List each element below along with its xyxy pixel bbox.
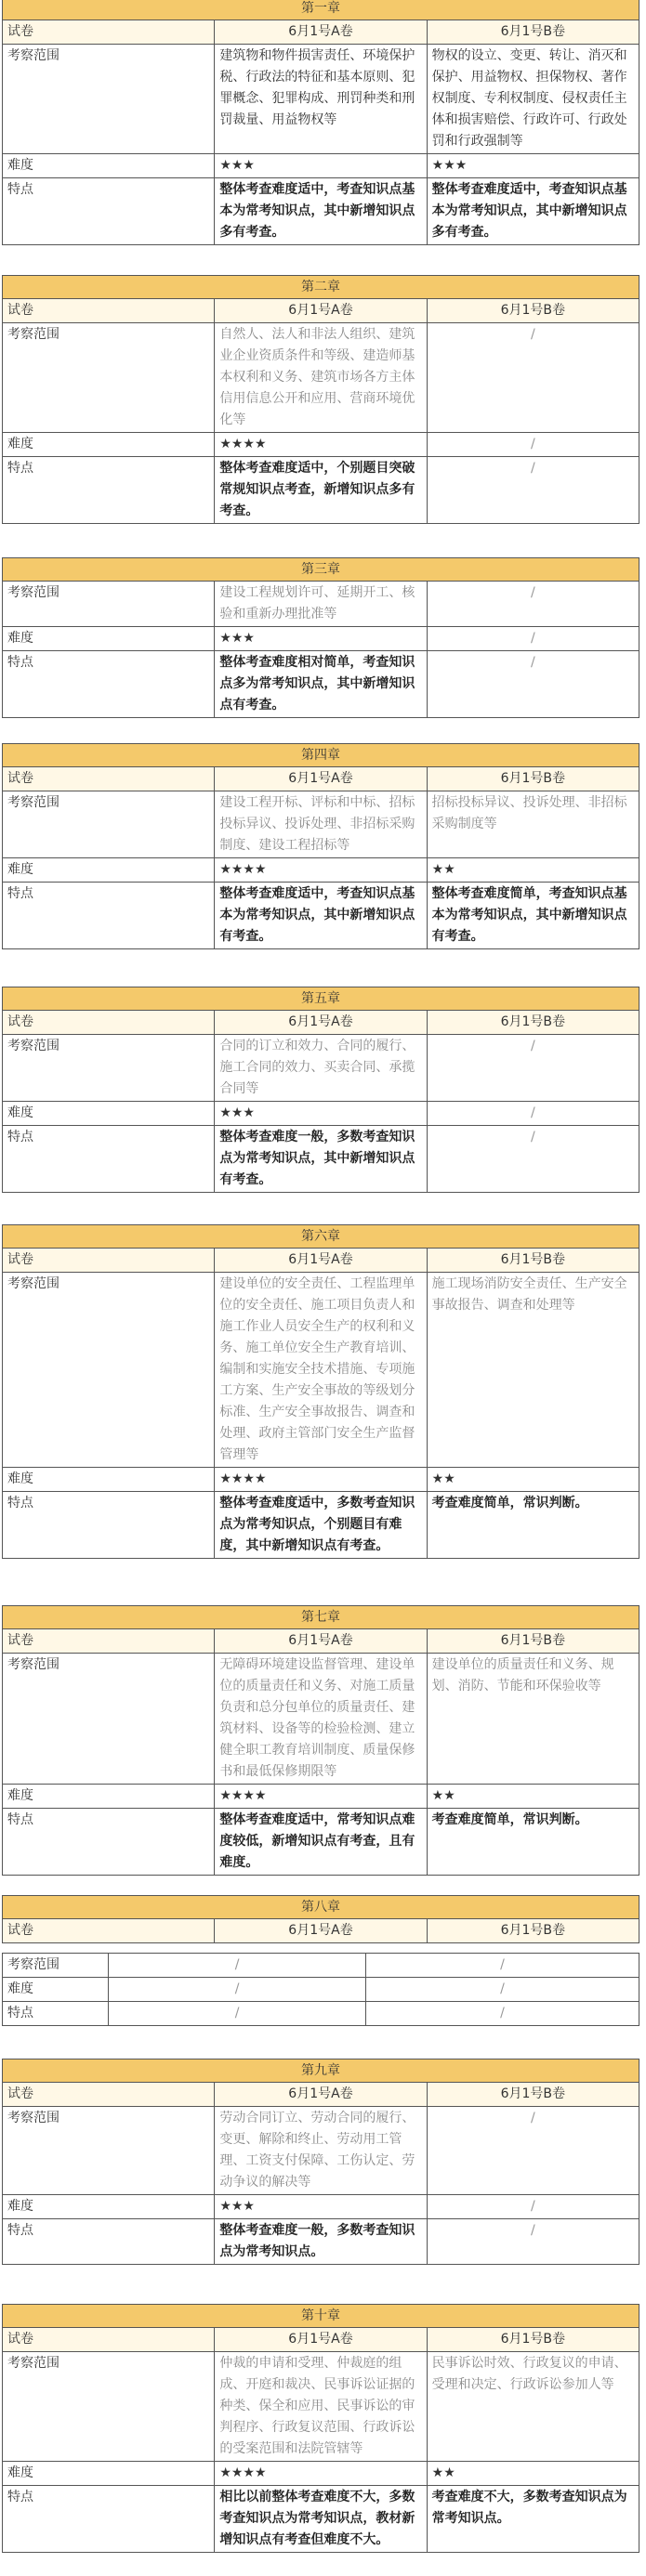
difficulty-b-none: / <box>427 627 639 651</box>
row-label-difficulty: 难度 <box>3 1468 215 1492</box>
difficulty-a: ★★★★ <box>215 1785 427 1809</box>
row-label-feature: 特点 <box>3 1809 215 1876</box>
row-label-scope: 考察范围 <box>3 1035 215 1102</box>
chapter-title: 第一章 <box>3 0 639 20</box>
row-label-difficulty: 难度 <box>3 1785 215 1809</box>
chapter-3-table <box>2 557 639 718</box>
row-label-difficulty: 难度 <box>3 433 215 457</box>
row-label-paper: 试卷 <box>3 767 215 791</box>
difficulty-a: ★★★★ <box>215 858 427 883</box>
chapter-5-table <box>2 987 639 1193</box>
chapter-title: 第三章 <box>3 558 639 582</box>
feature-a: 整体考查难度适中，考查知识点基本为常考知识点，其中新增知识点有考查。 <box>215 883 427 949</box>
row-label-scope: 考察范围 <box>3 1273 215 1468</box>
scope-a: 仲裁的申请和受理、仲裁庭的组成、开庭和裁决、民事诉讼证据的种类、保全和应用、民事诉讼的审判程序、行政复议范围、行政诉讼的受案范围和法院管辖等 <box>215 2352 427 2462</box>
chapter-title: 第六章 <box>3 1225 639 1249</box>
scope-a: 合同的订立和效力、合同的履行、施工合同的效力、买卖合同、承揽合同等 <box>215 1035 427 1102</box>
row-label-paper: 试卷 <box>3 1011 215 1035</box>
chapter-title: 第八章 <box>3 1896 639 1919</box>
row-label-paper: 试卷 <box>3 2083 215 2107</box>
difficulty-b-none: / <box>427 2195 639 2219</box>
row-label-feature: 特点 <box>3 178 215 245</box>
chapter-8-details <box>2 1953 639 2026</box>
feature-a: 整体考查难度一般，多数考查知识点为常考知识点，其中新增知识点有考查。 <box>215 1126 427 1193</box>
difficulty-b: ★★ <box>427 2462 639 2486</box>
paper-a-header: 6月1号A卷 <box>215 1629 427 1654</box>
row-label-feature: 特点 <box>3 1492 215 1559</box>
paper-a-header: 6月1号A卷 <box>215 767 427 791</box>
paper-a-header: 6月1号A卷 <box>215 20 427 45</box>
paper-a-header: 6月1号A卷 <box>215 1249 427 1273</box>
difficulty-a: ★★★ <box>215 627 427 651</box>
row-label-difficulty: 难度 <box>3 154 215 178</box>
scope-b: 施工现场消防安全责任、生产安全事故报告、调查和处理等 <box>427 1273 639 1468</box>
row-label-paper: 试卷 <box>3 20 215 45</box>
scope-b-none: / <box>427 323 639 433</box>
row-label-paper: 试卷 <box>3 2328 215 2352</box>
difficulty-b: ★★ <box>427 858 639 883</box>
paper-b-header: 6月1号B卷 <box>427 2083 639 2107</box>
feature-b-none: / <box>427 1126 639 1193</box>
scope-a: 无障碍环境建设监督管理、建设单位的质量责任和义务、对施工质量负责和总分包单位的质量责任、建筑材料、设备等的检验检测、建立健全职工教育培训制度、质量保修书和最低保修期限等 <box>215 1654 427 1785</box>
row-label-paper: 试卷 <box>3 1919 215 1943</box>
chapter-10-table <box>2 2304 639 2553</box>
row-label-scope: 考察范围 <box>3 791 215 858</box>
feature-b: 考查难度简单，常识判断。 <box>427 1809 639 1876</box>
paper-b-header: 6月1号B卷 <box>427 1249 639 1273</box>
row-label-feature: 特点 <box>3 651 215 718</box>
scope-a: 自然人、法人和非法人组织、建筑业企业资质条件和等级、建造师基本权利和义务、建筑市场各方主体信用信息公开和应用、营商环境优化等 <box>215 323 427 433</box>
row-label-feature: 特点 <box>3 1126 215 1193</box>
row-label-feature: 特点 <box>3 2219 215 2265</box>
difficulty-a: ★★★★ <box>215 433 427 457</box>
scope-a: 建设工程开标、评标和中标、招标投标异议、投诉处理、非招标采购制度、建设工程招标等 <box>215 791 427 858</box>
scope-b: 建设单位的质量责任和义务、规划、消防、节能和环保验收等 <box>427 1654 639 1785</box>
chapter-7-table <box>2 1605 639 1876</box>
chapter-title: 第二章 <box>3 276 639 299</box>
row-label-scope: 考察范围 <box>3 582 215 627</box>
feature-b: 考查难度简单，常识判断。 <box>427 1492 639 1559</box>
row-label-difficulty: 难度 <box>3 858 215 883</box>
chapter-9-table <box>2 2059 639 2265</box>
row-label-paper: 试卷 <box>3 1249 215 1273</box>
scope-b-none: / <box>365 1954 639 1978</box>
chapter-title: 第十章 <box>3 2305 639 2328</box>
row-label-scope: 考察范围 <box>3 45 215 154</box>
difficulty-a: ★★★★ <box>215 1468 427 1492</box>
chapter-title: 第七章 <box>3 1606 639 1629</box>
row-label-feature: 特点 <box>3 2486 215 2553</box>
feature-b-none: / <box>427 651 639 718</box>
chapter-4-table <box>2 743 639 949</box>
chapter-title: 第五章 <box>3 987 639 1011</box>
feature-a: 整体考查难度适中，个别题目突破常规知识点考查，新增知识点多有考查。 <box>215 457 427 524</box>
row-label-scope: 考察范围 <box>3 2352 215 2462</box>
difficulty-a: ★★★ <box>215 2195 427 2219</box>
row-label-scope: 考察范围 <box>3 1954 109 1978</box>
row-label-paper: 试卷 <box>3 1629 215 1654</box>
row-label-feature: 特点 <box>3 457 215 524</box>
feature-b-none: / <box>427 2219 639 2265</box>
paper-b-header: 6月1号B卷 <box>427 1629 639 1654</box>
paper-a-header: 6月1号A卷 <box>215 1011 427 1035</box>
difficulty-b-none: / <box>427 433 639 457</box>
row-label-difficulty: 难度 <box>3 1102 215 1126</box>
chapter-1-table <box>2 0 639 245</box>
scope-a: 建筑物和物件损害责任、环境保护税、行政法的特征和基本原则、犯罪概念、犯罪构成、刑罚种类和刑罚裁量、用益物权等 <box>215 45 427 154</box>
scope-a-none: / <box>109 1954 366 1978</box>
paper-b-header: 6月1号B卷 <box>427 767 639 791</box>
feature-a: 整体考查难度适中，常考知识点难度较低，新增知识点有考查，且有难度。 <box>215 1809 427 1876</box>
feature-a: 相比以前整体考查难度不大，多数考查知识点为常考知识点，教材新增知识点有考查但难度不大。 <box>215 2486 427 2553</box>
difficulty-b: ★★ <box>427 1468 639 1492</box>
scope-b: 民事诉讼时效、行政复议的申请、受理和决定、行政诉讼参加人等 <box>427 2352 639 2462</box>
scope-b-none: / <box>427 2107 639 2195</box>
difficulty-b-none: / <box>365 1978 639 2002</box>
paper-a-header: 6月1号A卷 <box>215 2328 427 2352</box>
difficulty-b: ★★ <box>427 1785 639 1809</box>
feature-a-none: / <box>109 2002 366 2026</box>
row-label-difficulty: 难度 <box>3 1978 109 2002</box>
scope-b-none: / <box>427 582 639 627</box>
row-label-difficulty: 难度 <box>3 2195 215 2219</box>
difficulty-a: ★★★ <box>215 154 427 178</box>
difficulty-a: ★★★ <box>215 1102 427 1126</box>
chapter-title: 第四章 <box>3 744 639 767</box>
difficulty-b: ★★★ <box>427 154 639 178</box>
scope-b-none: / <box>427 1035 639 1102</box>
scope-a: 劳动合同订立、劳动合同的履行、变更、解除和终止、劳动用工管理、工资支付保障、工伤认定、劳动争议的解决等 <box>215 2107 427 2195</box>
paper-a-header: 6月1号A卷 <box>215 1919 427 1943</box>
feature-b: 整体考查难度简单，考查知识点基本为常考知识点，其中新增知识点有考查。 <box>427 883 639 949</box>
row-label-scope: 考察范围 <box>3 323 215 433</box>
feature-b-none: / <box>427 457 639 524</box>
scope-b: 物权的设立、变更、转让、消灭和保护、用益物权、担保物权、著作权制度、专利权制度、侵权责任主体和损害赔偿、行政许可、行政处罚和行政强制等 <box>427 45 639 154</box>
paper-a-header: 6月1号A卷 <box>215 299 427 323</box>
paper-b-header: 6月1号B卷 <box>427 299 639 323</box>
difficulty-a: ★★★★ <box>215 2462 427 2486</box>
chapter-8-table <box>2 1895 639 1943</box>
row-label-scope: 考察范围 <box>3 1654 215 1785</box>
paper-a-header: 6月1号A卷 <box>215 2083 427 2107</box>
feature-a: 整体考查难度适中，考查知识点基本为常考知识点，其中新增知识点多有考查。 <box>215 178 427 245</box>
feature-b: 考查难度不大，多数考查知识点为常考知识点。 <box>427 2486 639 2553</box>
paper-b-header: 6月1号B卷 <box>427 1011 639 1035</box>
feature-b-none: / <box>365 2002 639 2026</box>
chapter-2-table <box>2 275 639 524</box>
feature-a: 整体考查难度一般，多数考查知识点为常考知识点。 <box>215 2219 427 2265</box>
row-label-difficulty: 难度 <box>3 2462 215 2486</box>
scope-a: 建设工程规划许可、延期开工、核验和重新办理批准等 <box>215 582 427 627</box>
feature-b: 整体考查难度适中，考查知识点基本为常考知识点，其中新增知识点多有考查。 <box>427 178 639 245</box>
row-label-feature: 特点 <box>3 883 215 949</box>
paper-b-header: 6月1号B卷 <box>427 1919 639 1943</box>
row-label-scope: 考察范围 <box>3 2107 215 2195</box>
paper-b-header: 6月1号B卷 <box>427 2328 639 2352</box>
paper-b-header: 6月1号B卷 <box>427 20 639 45</box>
difficulty-b-none: / <box>427 1102 639 1126</box>
feature-a: 整体考查难度适中，多数考查知识点为常考知识点，个别题目有难度，其中新增知识点有考查。 <box>215 1492 427 1559</box>
difficulty-a-none: / <box>109 1978 366 2002</box>
row-label-paper: 试卷 <box>3 299 215 323</box>
scope-b: 招标投标异议、投诉处理、非招标采购制度等 <box>427 791 639 858</box>
scope-a: 建设单位的安全责任、工程监理单位的安全责任、施工项目负责人和施工作业人员安全生产的权利和义务、施工单位安全生产教育培训、编制和实施安全技术措施、专项施工方案、生产安全事故的等级划分标准、生产安全事故报告、调查和处理、政府主管部门安全生产监督管理等 <box>215 1273 427 1468</box>
chapter-title: 第九章 <box>3 2059 639 2083</box>
chapter-6-table <box>2 1224 639 1559</box>
row-label-difficulty: 难度 <box>3 627 215 651</box>
row-label-feature: 特点 <box>3 2002 109 2026</box>
feature-a: 整体考查难度相对简单，考查知识点多为常考知识点，其中新增知识点有考查。 <box>215 651 427 718</box>
